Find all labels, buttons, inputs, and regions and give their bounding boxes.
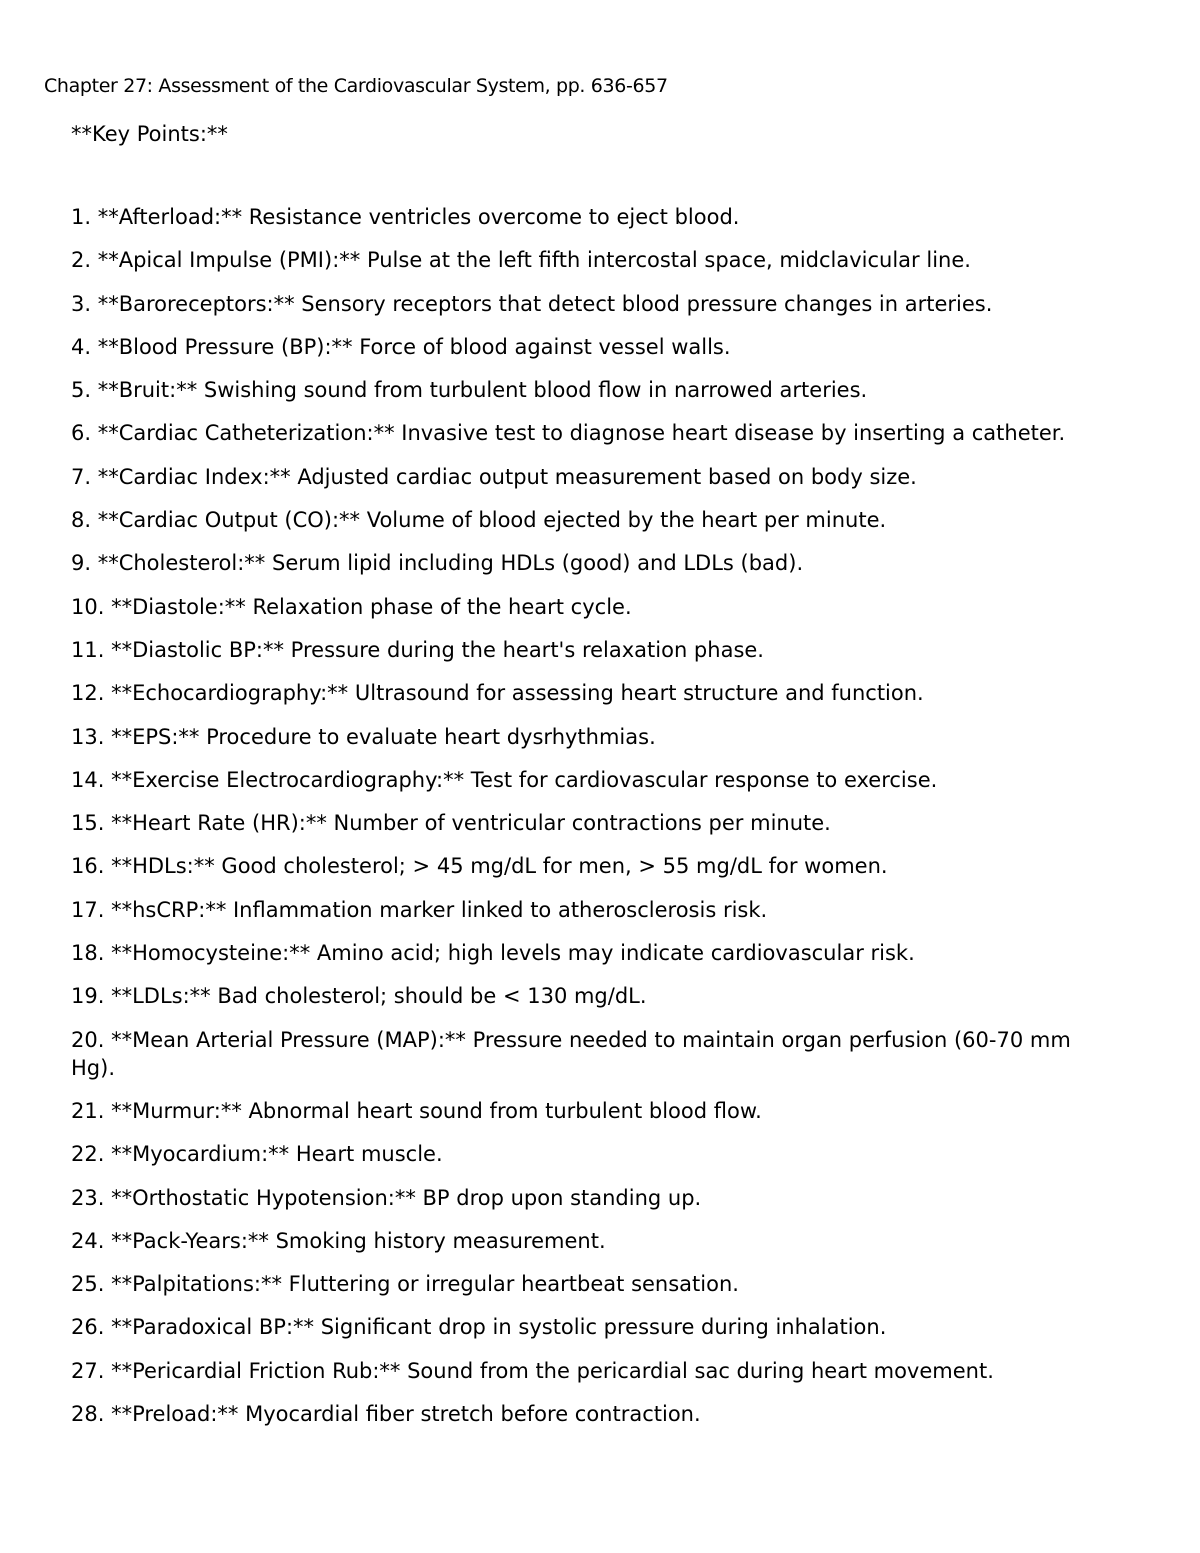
key-point-item: 14. **Exercise Electrocardiography:** Test for cardiovascular response to exercise. — [71, 767, 938, 792]
key-point-item: 10. **Diastole:** Relaxation phase of the heart cycle. — [71, 594, 632, 619]
key-point-item: 5. **Bruit:** Swishing sound from turbulent blood flow in narrowed arteries. — [71, 378, 868, 403]
key-point-item: 19. **LDLs:** Bad cholesterol; should be < 130 mg/dL. — [71, 984, 647, 1009]
key-point-item: 3. **Baroreceptors:** Sensory receptors that detect blood pressure changes in arteries. — [71, 291, 993, 316]
key-point-item: 18. **Homocysteine:** Amino acid; high levels may indicate cardiovascular risk. — [71, 941, 915, 966]
key-point-item: 23. **Orthostatic Hypotension:** BP drop upon standing up. — [71, 1185, 702, 1210]
key-point-item: 17. **hsCRP:** Inflammation marker linked to atherosclerosis risk. — [71, 897, 768, 922]
key-points-heading: **Key Points:** — [71, 122, 228, 146]
key-point-item: 15. **Heart Rate (HR):** Number of ventricular contractions per minute. — [71, 811, 831, 836]
key-point-item: 26. **Paradoxical BP:** Significant drop in systolic pressure during inhalation. — [71, 1315, 887, 1340]
key-point-item: 4. **Blood Pressure (BP):** Force of blood against vessel walls. — [71, 334, 731, 359]
key-points-list — [71, 203, 1121, 1443]
key-point-item: 22. **Myocardium:** Heart muscle. — [71, 1142, 443, 1167]
key-point-item: 28. **Preload:** Myocardial fiber stretch before contraction. — [71, 1402, 701, 1427]
chapter-title: Chapter 27: Assessment of the Cardiovascular System, pp. 636-657 — [44, 75, 668, 97]
key-point-item: 16. **HDLs:** Good cholesterol; > 45 mg/dL for men, > 55 mg/dL for women. — [71, 854, 888, 879]
key-point-item: 8. **Cardiac Output (CO):** Volume of blood ejected by the heart per minute. — [71, 508, 887, 533]
key-point-item: 21. **Murmur:** Abnormal heart sound from turbulent blood flow. — [71, 1098, 762, 1123]
key-point-item: 27. **Pericardial Friction Rub:** Sound from the pericardial sac during heart movement. — [71, 1358, 994, 1383]
key-point-item: 24. **Pack-Years:** Smoking history measurement. — [71, 1228, 606, 1253]
key-point-item: 12. **Echocardiography:** Ultrasound for assessing heart structure and function. — [71, 681, 924, 706]
key-point-item: 20. **Mean Arterial Pressure (MAP):** Pressure needed to maintain organ perfusion (60-70 mm Hg). — [71, 1027, 1071, 1080]
key-point-item: 13. **EPS:** Procedure to evaluate heart dysrhythmias. — [71, 724, 656, 749]
key-point-item: 25. **Palpitations:** Fluttering or irregular heartbeat sensation. — [71, 1272, 739, 1297]
key-point-item: 1. **Afterload:** Resistance ventricles overcome to eject blood. — [71, 205, 740, 229]
key-point-item: 6. **Cardiac Catheterization:** Invasive test to diagnose heart disease by inserting a catheter. — [71, 421, 1066, 446]
key-point-item: 2. **Apical Impulse (PMI):** Pulse at the left fifth intercostal space, midclavicular line. — [71, 248, 971, 273]
key-point-item: 7. **Cardiac Index:** Adjusted cardiac output measurement based on body size. — [71, 464, 917, 489]
key-point-item: 9. **Cholesterol:** Serum lipid including HDLs (good) and LDLs (bad). — [71, 551, 804, 576]
key-point-item: 11. **Diastolic BP:** Pressure during the heart's relaxation phase. — [71, 637, 764, 662]
